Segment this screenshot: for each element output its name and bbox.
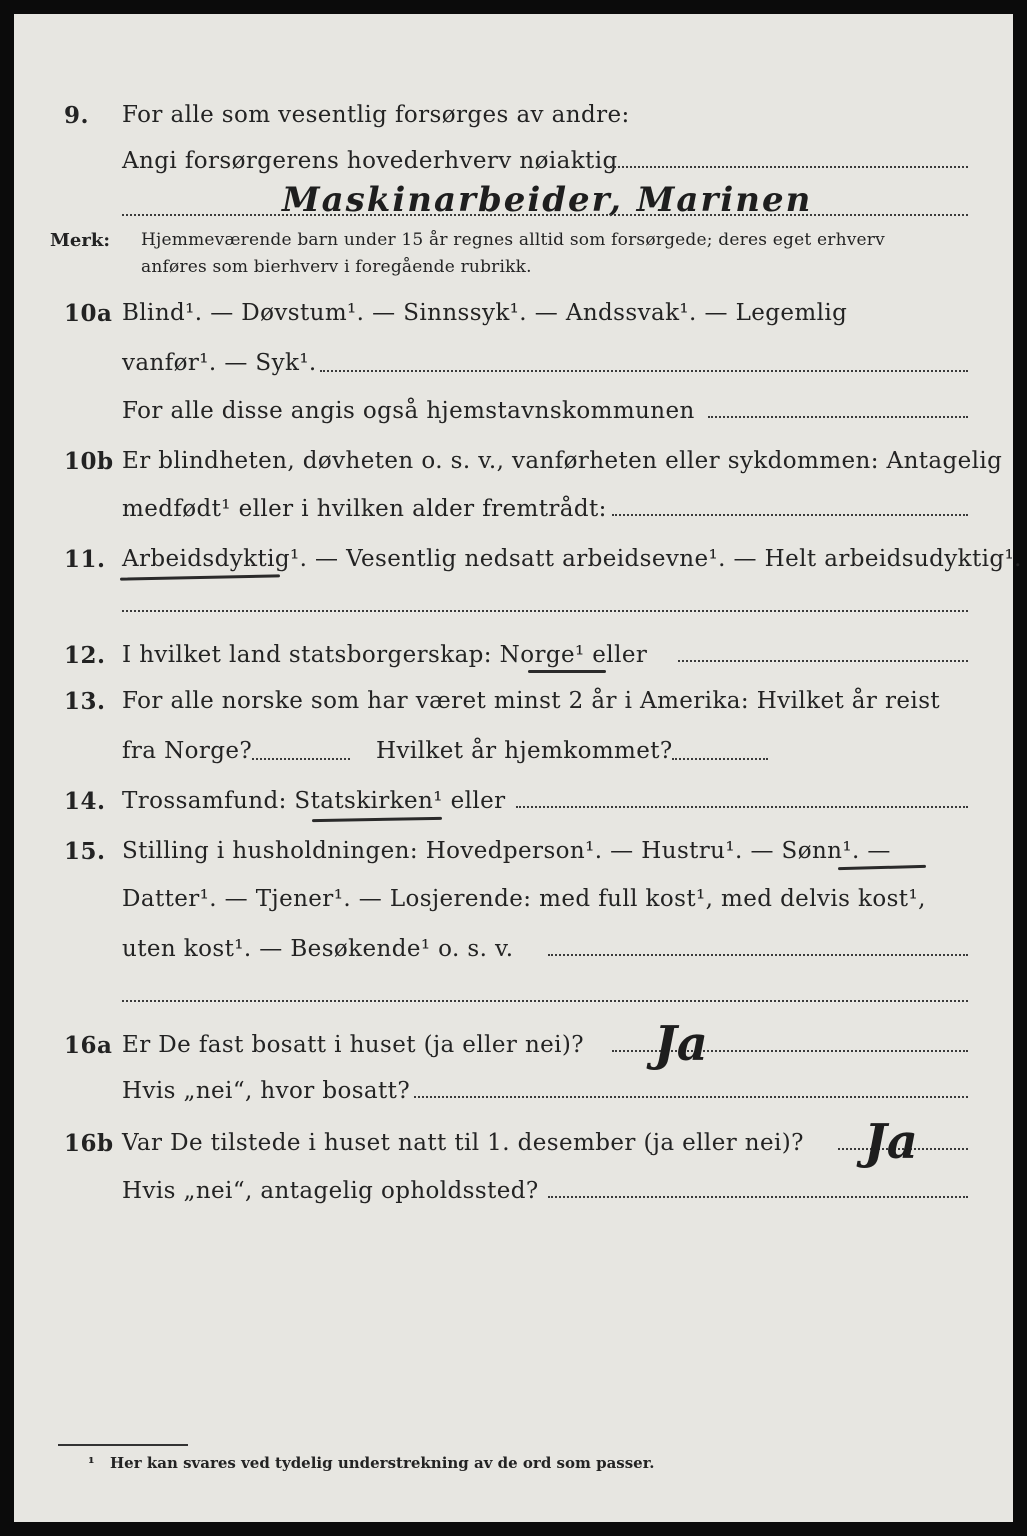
q16b-location-fill-line	[548, 1196, 968, 1198]
merk-label: Merk:	[50, 230, 110, 251]
q9-fill-line	[606, 166, 968, 168]
q15-answer-line	[122, 1000, 968, 1002]
q11-number: 11.	[64, 546, 106, 573]
q15-fill-line	[548, 954, 968, 956]
footnote-text: Her kan svares ved tydelig understrekning av de ord som passer.	[110, 1454, 655, 1472]
q9-number: 9.	[64, 102, 90, 129]
q10a-line1: Blind¹. — Døvstum¹. — Sinnssyk¹. — Andssvak¹. — Legemlig	[122, 300, 848, 326]
q11-line1: Arbeidsdyktig¹. — Vesentlig nedsatt arbeidsevne¹. — Helt arbeidsudyktig¹.	[122, 546, 1022, 572]
q16b-line1: Var De tilstede i huset natt til 1. desember (ja eller nei)?	[122, 1130, 804, 1156]
q13-number: 13.	[64, 688, 106, 715]
q15-number: 15.	[64, 838, 106, 865]
q10b-line1: Er blindheten, døvheten o. s. v., vanførheten eller sykdommen: Antagelig	[122, 448, 1003, 474]
q10a-line2: vanfør¹. — Syk¹.	[122, 350, 317, 376]
q9-handwritten-answer: Maskinarbeider, Marinen	[282, 180, 813, 220]
footnote-mark: ¹	[88, 1454, 95, 1472]
q13-return-fill-line	[672, 758, 768, 760]
footnote-rule	[58, 1444, 188, 1446]
q11-answer-line	[122, 610, 968, 612]
q14-answer-underline	[312, 817, 442, 822]
q10a-line3: For alle disse angis også hjemstavnskommunen	[122, 398, 695, 424]
q14-number: 14.	[64, 788, 106, 815]
q9-answer-line	[122, 214, 968, 216]
q16a-handwritten-answer: Ja	[654, 1016, 708, 1072]
q12-answer-underline	[528, 670, 606, 673]
q16a-line1: Er De fast bosatt i huset (ja eller nei)?	[122, 1032, 585, 1058]
q10a-hometown-fill-line	[708, 416, 968, 418]
q11-answer-underline	[120, 574, 280, 580]
q16b-number: 16b	[64, 1130, 114, 1157]
q10b-number: 10b	[64, 448, 114, 475]
q15-line1: Stilling i husholdningen: Hovedperson¹. — Hustru¹. — Sønn¹. —	[122, 838, 891, 864]
q10b-fill-line	[612, 514, 968, 516]
q16a-residence-fill-line	[414, 1096, 968, 1098]
merk-line2: anføres som bierhverv i foregående rubrikk.	[141, 257, 532, 277]
q10a-number: 10a	[64, 300, 113, 327]
q9-line2: Angi forsørgerens hovederhverv nøiaktig	[122, 148, 618, 174]
q15-line3: uten kost¹. — Besøkende¹ o. s. v.	[122, 936, 514, 962]
q12-fill-line	[678, 660, 968, 662]
q9-line1: For alle som vesentlig forsørges av andre:	[122, 102, 630, 128]
q16a-line2: Hvis „nei“, hvor bosatt?	[122, 1078, 411, 1104]
q12-number: 12.	[64, 642, 106, 669]
q14-fill-line	[516, 806, 968, 808]
q14-line1: Trossamfund: Statskirken¹ eller	[122, 788, 506, 814]
census-form-page	[14, 14, 1022, 1522]
q10a-fill-line	[320, 370, 968, 372]
q13-departure-fill-line	[252, 758, 350, 760]
q15-answer-underline	[838, 865, 926, 870]
q12-line1: I hvilket land statsborgerskap: Norge¹ eller	[122, 642, 648, 668]
q16b-handwritten-answer: Ja	[864, 1114, 918, 1170]
q15-line2: Datter¹. — Tjener¹. — Losjerende: med full kost¹, med delvis kost¹,	[122, 886, 926, 912]
q13-line1: For alle norske som har været minst 2 år i Amerika: Hvilket år reist	[122, 688, 941, 714]
q13-line2a: fra Norge?	[122, 738, 253, 764]
q16b-line2: Hvis „nei“, antagelig opholdssted?	[122, 1178, 539, 1204]
q13-line2b: Hvilket år hjemkommet?	[376, 738, 673, 764]
merk-line1: Hjemmeværende barn under 15 år regnes alltid som forsørgede; deres eget erhverv	[141, 230, 885, 250]
q10b-line2: medfødt¹ eller i hvilken alder fremtrådt:	[122, 496, 607, 522]
q16a-number: 16a	[64, 1032, 113, 1059]
